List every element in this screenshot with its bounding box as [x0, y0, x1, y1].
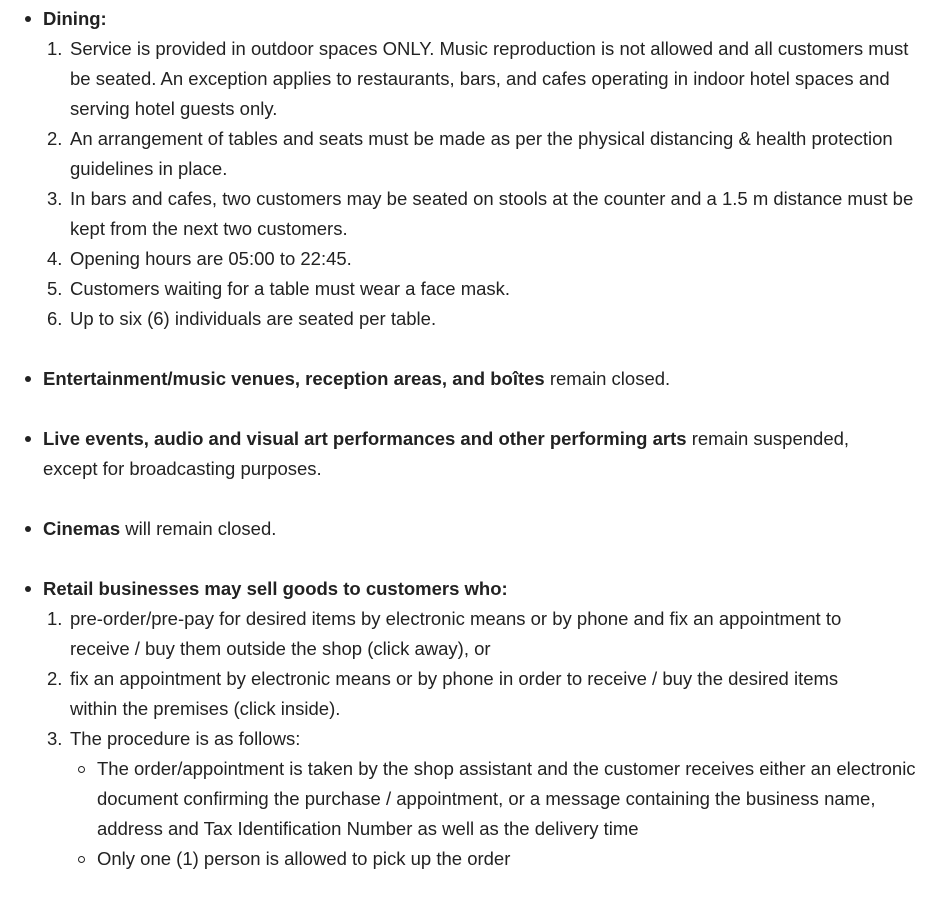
cinemas-section [43, 514, 931, 544]
list-item [47, 724, 931, 874]
list-item-text: Only one (1) person is allowed to pick up the order [97, 848, 511, 869]
bullet-icon [25, 436, 31, 442]
list-item [97, 754, 917, 844]
entertainment-text: remain closed. [544, 368, 671, 389]
list-item [47, 604, 870, 664]
cinemas-text: will remain closed. [120, 518, 277, 539]
list-number: 3. [47, 728, 63, 749]
list-number: 4. [47, 248, 63, 269]
list-number: 1. [47, 608, 63, 629]
live-events-heading: Live events, audio and visual art performances and other performing arts [43, 428, 687, 449]
live-events-text: remain suspended, except for broadcasting purposes. [43, 428, 850, 479]
list-item-text: Up to six (6) individuals are seated per table. [70, 308, 437, 329]
list-item [47, 244, 930, 274]
list-item [97, 844, 917, 874]
entertainment-section [43, 364, 931, 394]
dining-section [43, 4, 931, 334]
list-item-text: Opening hours are 05:00 to 22:45. [70, 248, 352, 269]
list-number: 5. [47, 278, 63, 299]
list-item-text: Service is provided in outdoor spaces ONLY. Music reproduction is not allowed and all customers must be seated. An exception applies to restaurants, bars, and cafes operating in indoor hotel spaces and serving hotel guests only. [70, 38, 909, 119]
list-item [47, 304, 930, 334]
list-number: 1. [47, 38, 63, 59]
bullet-icon [25, 586, 31, 592]
procedure-list [70, 754, 931, 874]
list-item [47, 184, 930, 244]
list-item [47, 34, 930, 124]
list-item-text: The order/appointment is taken by the shop assistant and the customer receives either an electronic document confirming the purchase / appointment, or a message containing the business name, address and Tax Identification Number as well as the delivery time [97, 758, 916, 839]
list-item-text: An arrangement of tables and seats must be made as per the physical distancing & health protection guidelines in place. [70, 128, 893, 179]
list-number: 2. [47, 668, 63, 689]
list-number: 6. [47, 308, 63, 329]
list-number: 2. [47, 128, 63, 149]
dining-heading: Dining: [43, 8, 107, 29]
retail-section [43, 574, 931, 874]
bullet-icon [25, 526, 31, 532]
list-item-text: pre-order/pre-pay for desired items by electronic means or by phone and fix an appointment to receive / buy them outside the shop (click away), or [70, 608, 842, 659]
list-item-text: fix an appointment by electronic means or by phone in order to receive / buy the desired items within the premises (click inside). [70, 668, 839, 719]
list-item [47, 274, 930, 304]
dining-rules-list [43, 34, 931, 334]
list-item-text: The procedure is as follows: [70, 728, 301, 749]
circle-bullet-icon [78, 766, 85, 773]
live-events-section [43, 424, 903, 484]
circle-bullet-icon [78, 856, 85, 863]
list-number: 3. [47, 188, 63, 209]
retail-rules-list [43, 604, 931, 874]
bullet-icon [25, 16, 31, 22]
cinemas-heading: Cinemas [43, 518, 121, 539]
list-item [47, 124, 930, 184]
retail-heading: Retail businesses may sell goods to customers who: [43, 578, 508, 599]
measures-list [0, 4, 931, 874]
list-item-text: Customers waiting for a table must wear a face mask. [70, 278, 511, 299]
bullet-icon [25, 376, 31, 382]
entertainment-heading: Entertainment/music venues, reception areas, and boîtes [43, 368, 545, 389]
list-item-text: In bars and cafes, two customers may be seated on stools at the counter and a 1.5 m distance must be kept from the next two customers. [70, 188, 914, 239]
list-item [47, 664, 870, 724]
